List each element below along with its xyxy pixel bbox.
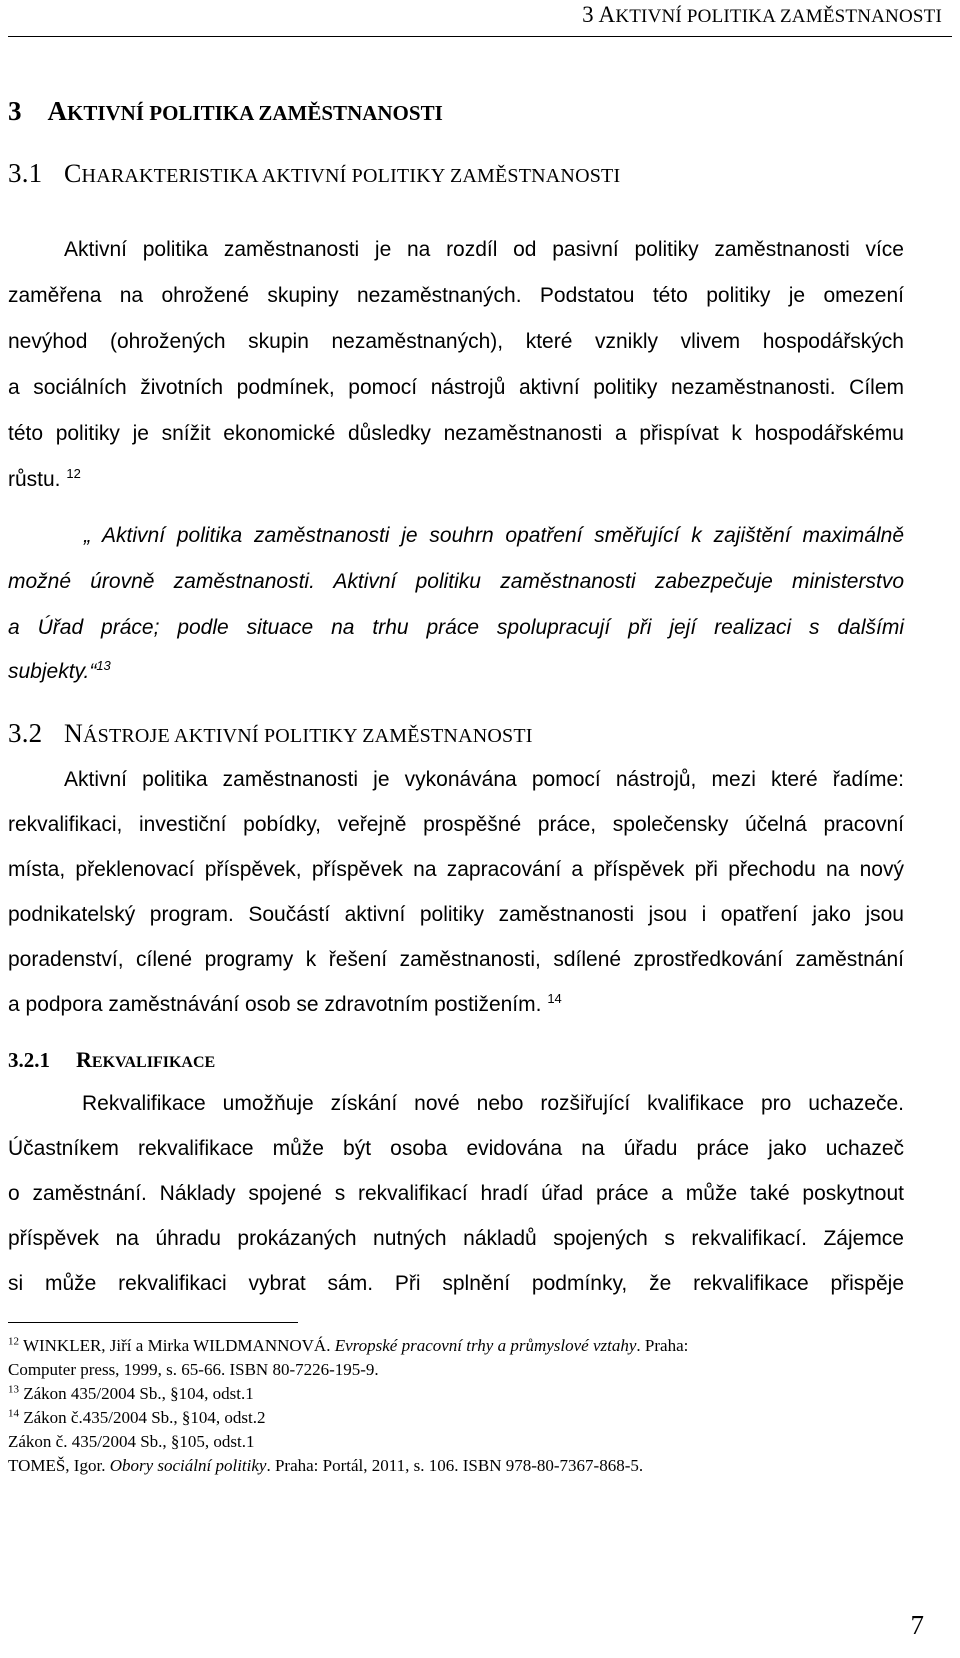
paragraph-line: Rekvalifikace umožňuje získání nové nebo rozšiřující kvalifikace pro uchazeče. xyxy=(82,1092,904,1115)
chapter-title-first: A xyxy=(47,96,67,126)
footnote-ref-14[interactable]: 14 xyxy=(547,991,562,1006)
footnote-text: WINKLER, Jiří a Mirka WILDMANNOVÁ. xyxy=(19,1336,335,1355)
section-title-rest: ÁSTROJE AKTIVNÍ POLITIKY ZAMĚSTNANOSTI xyxy=(82,725,533,747)
footnote-text: . Praha: Portál, 2011, s. 106. ISBN 978-80-7367-868-5. xyxy=(266,1456,644,1475)
footnote-14-b: Zákon č. 435/2004 Sb., §105, odst.1 xyxy=(8,1432,255,1451)
running-header-rest: KTIVNÍ POLITIKA ZAMĚSTNANOSTI xyxy=(615,6,942,27)
paragraph-line: příspěvek na úhradu prokázaných nutných nákladů spojených s rekvalifikací. Zájemce xyxy=(8,1227,904,1250)
quote-line: možné úrovně zaměstnanosti. Aktivní politiku zaměstnanosti zabezpečuje ministerstvo xyxy=(8,570,904,593)
paragraph-text: růstu. xyxy=(8,468,61,491)
subsection-title-rest: EKVALIFIKACE xyxy=(91,1054,216,1071)
quote-line: a Úřad práce; podle situace na trhu práce spolupracují při její realizaci s dalšími xyxy=(8,616,904,639)
quote-last-line xyxy=(8,660,904,684)
footnote-mark: 13 xyxy=(8,1383,19,1396)
quote-text: subjekty.“ xyxy=(8,660,97,683)
paragraph-line: Aktivní politika zaměstnanosti je vykonávána pomocí nástrojů, mezi které řadíme: xyxy=(64,768,904,791)
footnote-text: Zákon č.435/2004 Sb., §104, odst.2 xyxy=(19,1408,266,1427)
subsection-heading-3-2-1 xyxy=(8,1047,215,1073)
chapter-heading xyxy=(8,96,443,127)
section-number: 3.2 xyxy=(8,718,43,748)
footnote-separator xyxy=(8,1322,298,1323)
paragraph-line: Aktivní politika zaměstnanosti je na rozdíl od pasivní politiky zaměstnanosti více xyxy=(64,238,904,261)
chapter-number: 3 xyxy=(8,96,22,126)
paragraph-line: o zaměstnání. Náklady spojené s rekvalifikací hradí úřad práce a může také poskytnout xyxy=(8,1182,904,1205)
paragraph-line: a sociálních životních podmínek, pomocí nástrojů aktivní politiky nezaměstnanosti. Cílem xyxy=(8,376,904,399)
paragraph-line: nevýhod (ohrožených skupin nezaměstnaných), které vznikly vlivem hospodářských xyxy=(8,330,904,353)
footnote-13 xyxy=(8,1384,254,1404)
footnote-text: Zákon 435/2004 Sb., §104, odst.1 xyxy=(19,1384,254,1403)
footnote-ref-13[interactable]: 13 xyxy=(96,658,111,673)
running-header-first: 3 A xyxy=(582,2,616,27)
paragraph-last-line xyxy=(8,468,904,492)
section-title-first: C xyxy=(64,159,82,188)
footnote-mark: 12 xyxy=(8,1335,19,1348)
paragraph-text: a podpora zaměstnávání osob se zdravotním postižením. xyxy=(8,993,542,1016)
footnote-12 xyxy=(8,1336,688,1356)
subsection-title-first: R xyxy=(76,1047,92,1072)
footnote-text: TOMEŠ, Igor. xyxy=(8,1456,110,1475)
section-title-first: N xyxy=(64,719,83,748)
paragraph-line: zaměřena na ohrožené skupiny nezaměstnaných. Podstatou této politiky je omezení xyxy=(8,284,904,307)
running-header xyxy=(582,2,942,28)
paragraph-line: místa, překlenovací příspěvek, příspěvek na zapracování a příspěvek při přechodu na nový xyxy=(8,858,904,881)
paragraph-line: rekvalifikaci, investiční pobídky, veřejně prospěšné práce, společensky účelná pracovní xyxy=(8,813,904,836)
footnote-14-c xyxy=(8,1456,643,1476)
footnote-12-continued: Computer press, 1999, s. 65-66. ISBN 80-7226-195-9. xyxy=(8,1360,379,1379)
footnote-title: Evropské pracovní trhy a průmyslové vztahy xyxy=(334,1336,637,1355)
section-heading-3-1 xyxy=(8,158,620,189)
footnote-14 xyxy=(8,1408,266,1428)
paragraph-line: si může rekvalifikaci vybrat sám. Při splnění podmínky, že rekvalifikace přispěje xyxy=(8,1272,904,1295)
section-number: 3.1 xyxy=(8,158,43,188)
page-number: 7 xyxy=(910,1610,924,1640)
paragraph-line: podnikatelský program. Součástí aktivní politiky zaměstnanosti jsou i opatření jako jsou xyxy=(8,903,904,926)
header-rule xyxy=(8,36,952,37)
paragraph-line: této politiky je snížit ekonomické důsledky nezaměstnanosti a přispívat k hospodářskému xyxy=(8,422,904,445)
footnote-text: . Praha: xyxy=(636,1336,689,1355)
paragraph-line: poradenství, cílené programy k řešení zaměstnanosti, sdílené zprostředkování zaměstnání xyxy=(8,948,904,971)
quote-line: „ Aktivní politika zaměstnanosti je souhrn opatření směřující k zajištění maximálně xyxy=(84,524,904,547)
paragraph-last-line xyxy=(8,993,904,1017)
section-title-rest: HARAKTERISTIKA AKTIVNÍ POLITIKY ZAMĚSTNANOSTI xyxy=(81,165,621,187)
footnote-title: Obory sociální politiky xyxy=(109,1456,267,1475)
footnote-ref-12[interactable]: 12 xyxy=(66,466,81,481)
paragraph-line: Účastníkem rekvalifikace může být osoba evidována na úřadu práce jako uchazeč xyxy=(8,1137,904,1160)
footnote-mark: 14 xyxy=(8,1407,19,1420)
chapter-title-rest: KTIVNÍ POLITIKA ZAMĚSTNANOSTI xyxy=(67,101,443,125)
section-heading-3-2 xyxy=(8,718,533,749)
subsection-number: 3.2.1 xyxy=(8,1048,50,1072)
